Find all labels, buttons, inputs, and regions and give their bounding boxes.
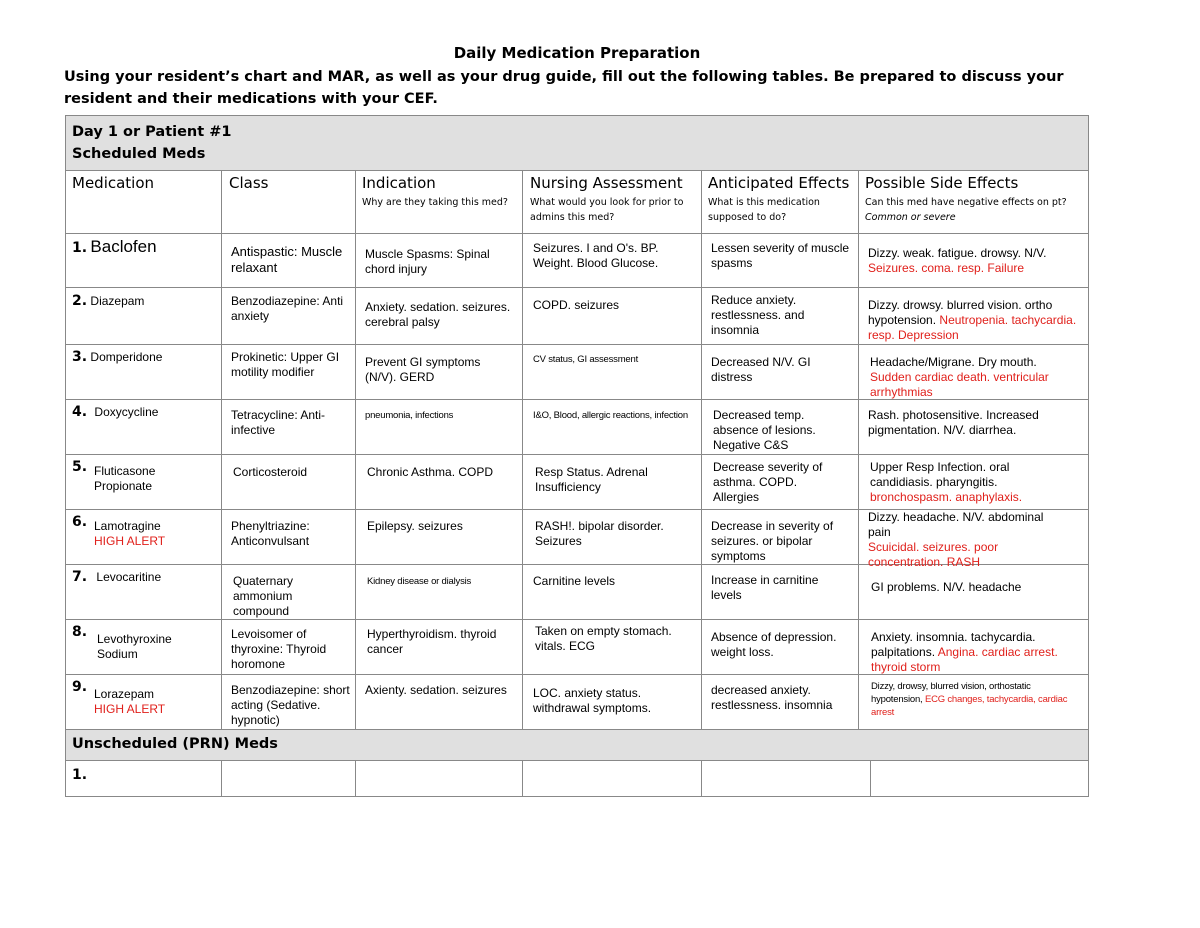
section-header-prn	[66, 729, 1088, 761]
high-alert-badge: HIGH ALERT	[94, 702, 166, 716]
header-side-label: Possible Side Effects	[865, 174, 1019, 192]
medication-name: Domperidone	[90, 350, 163, 364]
row-divider	[66, 287, 1088, 288]
col-divider	[355, 761, 356, 797]
instructions: Using your resident’s chart and MAR, as well as your drug guide, fill out the following tables. Be prepared to discuss your resident and their medications with your CEF.	[64, 69, 1064, 107]
col-divider	[221, 761, 222, 797]
row-divider	[66, 619, 1088, 620]
row-5-nursing: Resp Status. Adrenal Insufficiency	[535, 465, 648, 494]
row-1-medication	[72, 239, 220, 256]
row-7-anticipated: Increase in carnitine levels	[711, 573, 819, 602]
medication-name: Levocaritine	[96, 570, 162, 584]
row-number: 4.	[72, 404, 88, 420]
row-7-nursing: Carnitine levels	[533, 574, 616, 588]
header-class	[229, 176, 349, 191]
row-5-side-effects	[870, 460, 1070, 505]
row-3-anticipated: Decreased N/V. GI distress	[711, 355, 811, 384]
row-3-medication	[72, 350, 220, 365]
row-number: 7.	[72, 569, 88, 585]
row-4-medication	[72, 405, 220, 420]
side-effects-common: Dizzy. weak. fatigue. drowsy. N/V.	[868, 246, 1047, 260]
header-indication	[362, 176, 520, 210]
row-5-indication: Chronic Asthma. COPD	[367, 465, 494, 479]
row-4-indication: pneumonia, infections	[365, 410, 454, 421]
row-1-anticipated: Lessen severity of muscle spasms	[711, 241, 850, 270]
header-side-effects	[865, 176, 1087, 225]
row-number: 9.	[72, 679, 88, 695]
row-6-anticipated: Decrease in severity of seizures. or bipolar symptoms	[711, 519, 834, 563]
header-indication-sub: Why are they taking this med?	[362, 197, 508, 208]
section-header-scheduled	[66, 116, 1088, 171]
row-8-medication	[72, 625, 220, 662]
side-effects-common: Dizzy. drowsy. blurred vision. ortho hypotension.	[868, 298, 1053, 327]
row-5-anticipated: Decrease severity of asthma. COPD. Allergies	[713, 460, 823, 504]
side-effects-severe: Angina. cardiac arrest. thyroid storm	[871, 645, 1058, 674]
row-9-anticipated: decreased anxiety. restlessness. insomnia	[711, 683, 833, 712]
row-8-nursing: Taken on empty stomach. vitals. ECG	[535, 624, 672, 653]
row-3-nursing: CV status, GI assessment	[533, 354, 639, 365]
medication-name: Diazepam	[90, 294, 145, 308]
row-5-class: Corticosteroid	[233, 465, 308, 479]
row-3-indication: Prevent GI symptoms (N/V). GERD	[365, 355, 481, 384]
row-9-class: Benzodiazepine: short acting (Sedative. hypnotic)	[231, 683, 350, 727]
scheduled-meds-label: Scheduled Meds	[72, 146, 206, 162]
page-title: Daily Medication Preparation	[453, 44, 701, 62]
patient-label: Day 1 or Patient #1	[72, 124, 232, 140]
row-number: 5.	[72, 459, 88, 475]
row-3-side-effects	[870, 355, 1080, 400]
row-number: 6.	[72, 514, 88, 530]
row-3-class: Prokinetic: Upper GI motility modifier	[231, 350, 340, 379]
medication-name: Fluticasone Propionate	[94, 464, 156, 493]
side-effects-common: Headache/Migrane. Dry mouth.	[870, 355, 1037, 369]
row-1-indication: Muscle Spasms: Spinal chord injury	[365, 247, 490, 276]
row-9-indication: Axienty. sedation. seizures	[365, 683, 507, 697]
row-8-class: Levoisomer of thyroxine: Thyroid horomone	[231, 627, 327, 671]
col-divider	[355, 171, 356, 729]
row-6-indication: Epilepsy. seizures	[367, 519, 463, 533]
header-side-sub-text: Can this med have negative effects on pt?	[865, 197, 1067, 208]
header-anticipated-label: Anticipated Effects	[708, 174, 850, 192]
row-4-side-effects	[868, 408, 1078, 438]
row-7-indication: Kidney disease or dialysis	[367, 576, 472, 587]
row-1-class: Antispastic: Muscle relaxant	[231, 244, 343, 275]
header-nursing	[530, 176, 698, 225]
side-effects-common: Dizzy, drowsy, blurred vision, orthostatic hypotension,	[871, 681, 1031, 705]
medication-table	[65, 115, 1089, 797]
col-divider	[701, 171, 702, 729]
header-side-sub	[865, 195, 1087, 225]
medication-name: Doxycycline	[94, 405, 159, 419]
row-7-medication	[72, 570, 220, 585]
row-8-side-effects	[871, 630, 1081, 675]
side-effects-common: GI problems. N/V. headache	[871, 580, 1022, 594]
header-medication	[72, 176, 217, 191]
side-effects-severe: Scuicidal. seizures. poor concentration. RASH	[868, 540, 999, 569]
header-nursing-sub: What would you look for prior to admins this med?	[530, 197, 684, 223]
row-2-class: Benzodiazepine: Anti anxiety	[231, 294, 344, 323]
row-6-medication	[72, 515, 220, 549]
col-divider	[701, 761, 702, 797]
row-2-medication	[72, 294, 220, 309]
header-anticipated-sub: What is this medication supposed to do?	[708, 197, 820, 223]
row-9-nursing: LOC. anxiety status. withdrawal symptoms.	[533, 686, 652, 715]
prn-meds-label: Unscheduled (PRN) Meds	[72, 736, 278, 752]
side-effects-severe: ECG changes, tachycardia, cardiac arrest	[871, 694, 1068, 718]
row-9-side-effects	[871, 680, 1076, 719]
col-divider	[522, 171, 523, 729]
col-divider	[522, 761, 523, 797]
medication-name: Baclofen	[90, 237, 157, 256]
side-effects-common: Dizzy. headache. N/V. abdominal pain	[868, 510, 1044, 539]
header-anticipated	[708, 176, 856, 225]
header-indication-label: Indication	[362, 174, 436, 192]
row-4-anticipated: Decreased temp. absence of lesions. Negative C&S	[713, 408, 816, 452]
prn-row-1	[72, 768, 87, 783]
medication-name: Lorazepam	[94, 687, 155, 701]
row-divider	[66, 454, 1088, 455]
col-divider	[870, 761, 871, 797]
col-divider	[858, 171, 859, 729]
row-number: 2.	[72, 293, 88, 309]
side-effects-severe: Neutropenia. tachycardia. resp. Depression	[868, 313, 1077, 342]
row-1-nursing: Seizures. I and O's. BP. Weight. Blood Glucose.	[533, 241, 659, 270]
header-side-sub-italic: Common or severe	[865, 212, 956, 223]
row-number: 3.	[72, 349, 88, 365]
row-7-class: Quaternary ammonium compound	[233, 574, 294, 618]
side-effects-severe: bronchospasm. anaphylaxis.	[870, 490, 1023, 504]
row-2-side-effects	[868, 298, 1083, 343]
row-number: 8.	[72, 624, 88, 640]
header-class-label: Class	[229, 174, 269, 192]
medication-name: Levothyroxine Sodium	[97, 632, 172, 661]
row-2-indication: Anxiety. sedation. seizures. cerebral palsy	[365, 300, 511, 329]
high-alert-badge: HIGH ALERT	[94, 534, 166, 548]
col-divider	[221, 171, 222, 729]
row-1-side-effects	[868, 246, 1083, 276]
row-2-nursing: COPD. seizures	[533, 298, 620, 312]
header-nursing-label: Nursing Assessment	[530, 174, 683, 192]
row-6-class: Phenyltriazine: Anticonvulsant	[231, 519, 310, 548]
row-4-nursing: I&O, Blood, allergic reactions, infection	[533, 410, 688, 421]
row-2-anticipated: Reduce anxiety. restlessness. and insomnia	[711, 293, 805, 337]
row-number: 1.	[72, 767, 88, 783]
side-effects-severe: Sudden cardiac death. ventricular arrhythmias	[870, 370, 1049, 399]
side-effects-common: Rash. photosensitive. Increased pigmentation. N/V. diarrhea.	[868, 408, 1039, 437]
row-6-side-effects	[868, 510, 1068, 570]
medication-name: Lamotragine	[94, 519, 161, 533]
row-divider	[66, 344, 1088, 345]
row-divider	[66, 233, 1088, 234]
row-number: 1.	[72, 240, 88, 256]
row-9-medication	[72, 680, 220, 717]
side-effects-severe: Seizures. coma. resp. Failure	[868, 261, 1025, 275]
row-8-anticipated: Absence of depression. weight loss.	[711, 630, 837, 659]
row-6-nursing: RASH!. bipolar disorder. Seizures	[535, 519, 664, 548]
side-effects-common: Anxiety. insomnia. tachycardia. palpitations.	[871, 630, 1036, 659]
row-8-indication: Hyperthyroidism. thyroid cancer	[367, 627, 497, 656]
side-effects-common: Upper Resp Infection. oral candidiasis. pharyngitis.	[870, 460, 1010, 489]
header-medication-label: Medication	[72, 174, 155, 192]
row-4-class: Tetracycline: Anti-infective	[231, 408, 326, 437]
row-5-medication	[72, 460, 220, 494]
row-7-side-effects	[871, 580, 1071, 595]
